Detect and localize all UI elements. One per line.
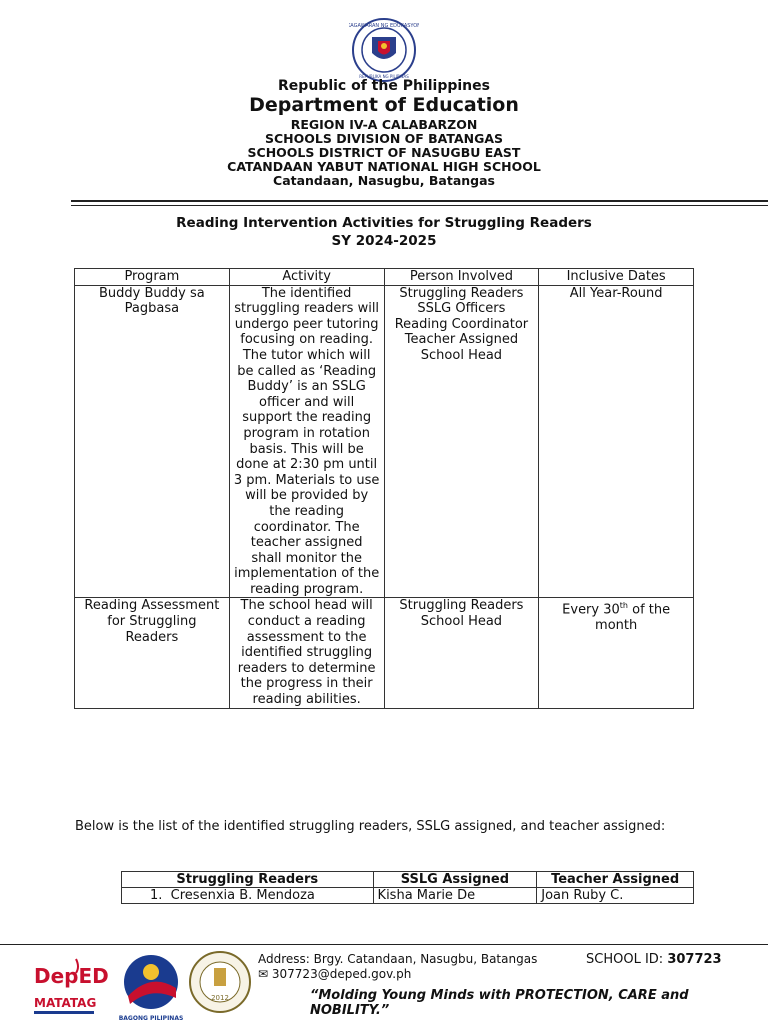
- table-row: [75, 285, 694, 598]
- header-person: Person Involved: [384, 269, 539, 286]
- document-title: [0, 214, 768, 250]
- teacher-cell: Joan Ruby C.: [537, 888, 694, 904]
- program-cell: Buddy Buddy sa Pagbasa: [75, 285, 230, 598]
- program-cell: Reading Assessment for Struggling Readers: [75, 598, 230, 708]
- person-item: Teacher Assigned: [404, 332, 519, 348]
- sslg-cell: Kisha Marie De: [373, 888, 537, 904]
- footer-address: Address: Brgy. Catandaan, Nasugbu, Batangas: [258, 952, 538, 966]
- reader-cell: [122, 888, 374, 904]
- intro-paragraph: Below is the list of the identified struggling readers, SSLG assigned, and teacher assigned:: [75, 819, 666, 834]
- header-divider: [71, 200, 768, 202]
- reader-name: Cresenxia B. Mendoza: [170, 888, 315, 903]
- school-line: CATANDAAN YABUT NATIONAL HIGH SCHOOL: [227, 159, 541, 174]
- table-row: [75, 598, 694, 708]
- department-name: Department of Education: [249, 94, 519, 116]
- division-line: SCHOOLS DIVISION OF BATANGAS: [264, 131, 504, 146]
- dates-post: of the month: [595, 602, 671, 634]
- header-divider-thin: [71, 205, 768, 206]
- school-address: Catandaan, Nasugbu, Batangas: [273, 173, 495, 188]
- dates-cell: All Year-Round: [539, 285, 694, 598]
- svg-text:REPUBLIKA NG PILIPINAS: REPUBLIKA NG PILIPINAS: [359, 74, 409, 79]
- title-line-1: Reading Intervention Activities for Struggling Readers: [176, 215, 592, 231]
- table-row: [122, 888, 694, 904]
- readers-header-row: [122, 872, 694, 888]
- footer-email[interactable]: 307723@deped.gov.ph: [271, 967, 412, 981]
- person-item: School Head: [420, 347, 503, 363]
- dates-sup: th: [619, 601, 628, 611]
- mail-icon: ✉: [258, 967, 269, 981]
- activity-cell: The identified struggling readers will undergo peer tutoring focusing on reading. The tutor which will be called as ‘Reading Buddy’ is an SSLG officer and will support the reading program in rotation basis. This will be done at 2:30 pm until 3 pm. Materials to use will be provided by the reading coordinator. The teacher assigned shall monitor the implementation of the reading program.: [229, 285, 384, 598]
- header-teacher: Teacher Assigned: [537, 872, 694, 888]
- header-program: Program: [75, 269, 230, 286]
- deped-seal: [349, 17, 419, 83]
- activities-table: [74, 268, 694, 709]
- school-id: [586, 952, 722, 967]
- school-id-label: SCHOOL ID:: [586, 952, 668, 967]
- deped-logo: [30, 955, 110, 1019]
- school-logo: [188, 950, 252, 1014]
- activity-cell: The school head will conduct a reading assessment to the identified struggling readers to determine the progress in their reading abilities.: [229, 598, 384, 708]
- dates-cell: [539, 598, 694, 708]
- header-activity: Activity: [229, 269, 384, 286]
- school-id-value: 307723: [667, 952, 722, 967]
- header-sslg: SSLG Assigned: [373, 872, 537, 888]
- svg-text:KAGAWARAN NG EDUKASYON: KAGAWARAN NG EDUKASYON: [349, 23, 419, 29]
- person-item: SSLG Officers: [417, 301, 506, 317]
- persons-cell: [384, 598, 539, 708]
- person-item: Reading Coordinator: [394, 316, 529, 332]
- footer-divider: [0, 944, 768, 945]
- svg-text:MATATAG: MATATAG: [34, 996, 97, 1010]
- republic-line: Republic of the Philippines: [278, 78, 490, 94]
- footer-email-line: [258, 967, 537, 982]
- district-line: SCHOOLS DISTRICT OF NASUGBU EAST: [247, 145, 521, 160]
- readers-table: [121, 871, 694, 904]
- person-item: School Head: [420, 614, 503, 630]
- bagong-pilipinas-logo: [118, 952, 184, 1022]
- footer-address-block: [258, 952, 537, 982]
- person-item: Struggling Readers: [399, 598, 524, 614]
- svg-text:2012: 2012: [211, 994, 229, 1002]
- svg-text:DepED: DepED: [34, 964, 109, 988]
- list-number: 1.: [150, 888, 163, 903]
- persons-cell: [384, 285, 539, 598]
- region-line: REGION IV-A CALABARZON: [290, 117, 478, 132]
- svg-text:BAGONG PILIPINAS: BAGONG PILIPINAS: [118, 1015, 184, 1022]
- school-motto: “Molding Young Minds with PROTECTION, CARE and NOBILITY.”: [310, 988, 689, 1018]
- header-readers: Struggling Readers: [122, 872, 374, 888]
- header-dates: Inclusive Dates: [539, 269, 694, 286]
- title-line-2: SY 2024-2025: [331, 233, 437, 249]
- dates-pre: Every 30: [562, 602, 620, 618]
- table-header-row: [75, 269, 694, 286]
- person-item: Struggling Readers: [399, 285, 524, 301]
